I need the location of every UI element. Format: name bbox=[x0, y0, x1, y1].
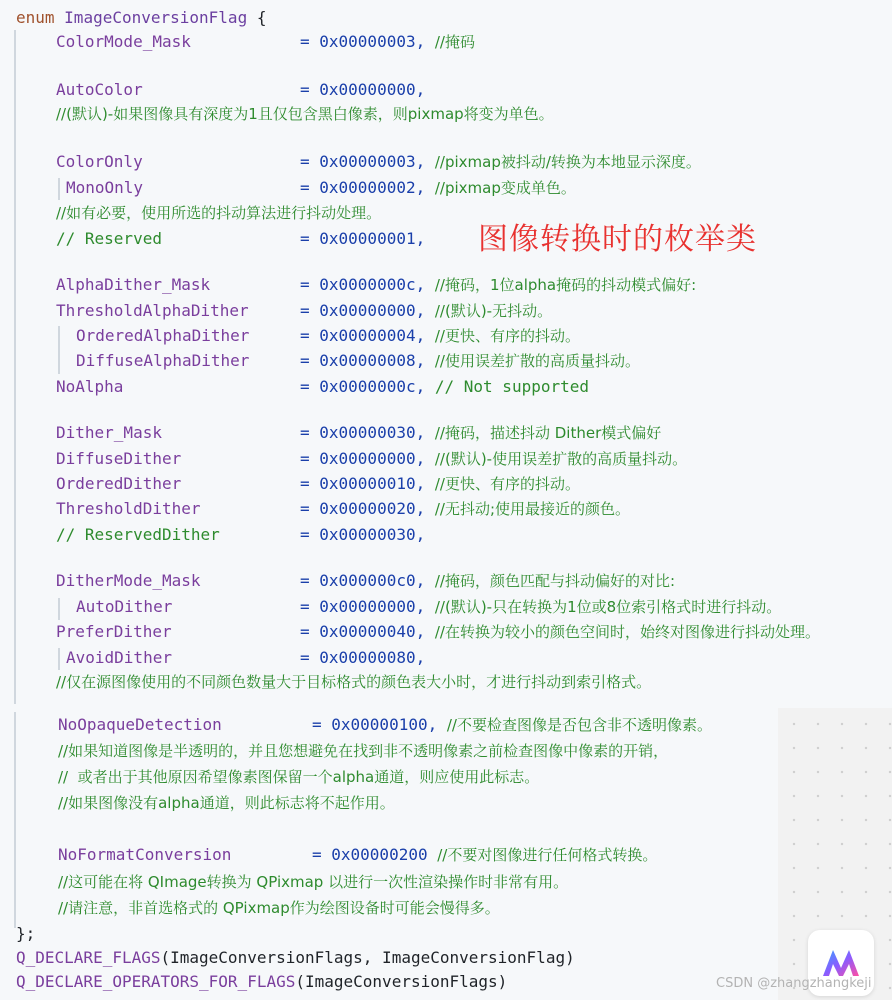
enum-keyword: enum bbox=[16, 8, 55, 27]
comment: //请注意，非首选格式的 QPixmap作为绘图设备时可能会慢得多。 bbox=[58, 899, 500, 917]
code-line-value bbox=[300, 375, 589, 399]
member-value: = 0x00000040, bbox=[300, 622, 426, 641]
code-line bbox=[76, 324, 249, 348]
comment: //不要对图像进行任何格式转换。 bbox=[437, 846, 658, 864]
member-name: AlphaDither_Mask bbox=[56, 275, 211, 294]
macro-line bbox=[16, 970, 507, 994]
code-line-value bbox=[300, 620, 820, 644]
comment: //(默认)-只在转换为1位或8位索引格式时进行抖动。 bbox=[434, 598, 782, 616]
macro-line bbox=[16, 946, 575, 970]
code-line-value bbox=[300, 78, 425, 102]
member-value: = 0x00000001, bbox=[300, 229, 426, 248]
comment-line bbox=[58, 765, 539, 789]
member-name: DitherMode_Mask bbox=[56, 571, 201, 590]
code-line-value bbox=[300, 421, 661, 445]
comment: //掩码，描述抖动 Dither模式偏好 bbox=[434, 424, 662, 442]
member-value: = 0x00000000, bbox=[300, 80, 426, 99]
comment: //(默认)-使用误差扩散的高质量抖动。 bbox=[434, 450, 688, 468]
code-line bbox=[76, 595, 172, 619]
member-value: = 0x000000c0, bbox=[300, 571, 426, 590]
code-line-value bbox=[300, 349, 640, 373]
comment-line bbox=[56, 102, 554, 126]
code-line bbox=[56, 472, 181, 496]
member-value: = 0x00000200 bbox=[312, 845, 428, 864]
open-brace: { bbox=[247, 8, 267, 27]
watermark: CSDN @zhangzhangkeji bbox=[716, 976, 872, 991]
code-line bbox=[66, 646, 172, 670]
code-line-value bbox=[300, 273, 696, 297]
comment: //掩码，颜色匹配与抖动偏好的对比: bbox=[434, 572, 676, 590]
member-value: = 0x00000000, bbox=[300, 301, 426, 320]
member-value: = 0x00000008, bbox=[300, 351, 426, 370]
member-value: = 0x00000030, bbox=[300, 423, 426, 442]
code-line bbox=[56, 30, 191, 54]
code-line bbox=[56, 78, 143, 102]
comment: // Not supported bbox=[434, 377, 589, 396]
member-value: = 0x00000004, bbox=[300, 326, 426, 345]
enum-declaration bbox=[16, 6, 266, 30]
comment: //更快、有序的抖动。 bbox=[434, 327, 580, 345]
comment: //掩码，1位alpha掩码的抖动模式偏好: bbox=[434, 276, 697, 294]
member-value: = 0x00000003, bbox=[300, 32, 426, 51]
macro-name: Q_DECLARE_FLAGS bbox=[16, 948, 161, 967]
code-line-value bbox=[300, 497, 630, 521]
comment: // ReservedDither bbox=[56, 525, 220, 544]
indent-guide bbox=[14, 30, 16, 704]
member-name: PreferDither bbox=[56, 622, 172, 641]
comment: //这可能在将 QImage转换为 QPixmap 以进行一次性渲染操作时非常有用。 bbox=[58, 873, 569, 891]
member-name: DiffuseAlphaDither bbox=[76, 351, 250, 370]
member-name: NoAlpha bbox=[56, 377, 124, 396]
code-line bbox=[56, 620, 172, 644]
code-line-value bbox=[300, 447, 687, 471]
code-line-value bbox=[300, 227, 425, 251]
comment: //无抖动;使用最接近的颜色。 bbox=[434, 500, 631, 518]
indent-guide-lower bbox=[14, 712, 16, 928]
comment: //如果知道图像是半透明的，并且您想避免在找到非不透明像素之前检查图像中像素的开销， bbox=[58, 742, 669, 760]
code-line bbox=[56, 150, 143, 174]
code-line-value bbox=[300, 299, 552, 323]
comment-line bbox=[56, 523, 220, 547]
member-name: MonoOnly bbox=[66, 178, 144, 197]
member-name: ColorOnly bbox=[56, 152, 143, 171]
macro-args: (ImageConversionFlags, ImageConversionFlag) bbox=[160, 948, 575, 967]
code-line bbox=[58, 843, 231, 867]
comment: // 或者出于其他原因希望像素图保留一个alpha通道，则应使用此标志。 bbox=[58, 768, 540, 786]
code-line-value bbox=[300, 569, 675, 593]
comment-line bbox=[56, 201, 381, 225]
code-line-value bbox=[300, 472, 580, 496]
member-value: = 0x0000000c, bbox=[300, 275, 426, 294]
comment: //(默认)-无抖动。 bbox=[434, 302, 553, 320]
member-value: = 0x00000000, bbox=[300, 597, 426, 616]
code-line-value bbox=[300, 30, 475, 54]
sub-indent-guide bbox=[58, 648, 60, 670]
member-value: = 0x00000080, bbox=[300, 648, 426, 667]
comment: //不要检查图像是否包含非不透明像素。 bbox=[446, 716, 712, 734]
member-value: = 0x00000030, bbox=[300, 525, 426, 544]
comment: //使用误差扩散的高质量抖动。 bbox=[434, 352, 640, 370]
comment: //如有必要，使用所选的抖动算法进行抖动处理。 bbox=[56, 204, 382, 222]
code-line bbox=[56, 497, 201, 521]
code-line bbox=[56, 447, 181, 471]
logo-mark-icon bbox=[821, 948, 861, 978]
code-line bbox=[66, 176, 143, 200]
enum-name: ImageConversionFlag bbox=[64, 8, 248, 27]
member-value: = 0x00000002, bbox=[300, 178, 426, 197]
code-line bbox=[56, 299, 249, 323]
comment: //掩码 bbox=[434, 33, 475, 51]
sub-indent-guide bbox=[58, 598, 60, 620]
code-line-value bbox=[300, 324, 580, 348]
comment: //仅在源图像使用的不同颜色数量大于目标格式的颜色表大小时，才进行抖动到索引格式。 bbox=[56, 673, 652, 691]
code-line-value bbox=[300, 646, 425, 670]
member-value: = 0x00000010, bbox=[300, 474, 426, 493]
code-line bbox=[76, 349, 249, 373]
member-value: = 0x00000100, bbox=[312, 715, 438, 734]
comment: //pixmap变成单色。 bbox=[434, 179, 576, 197]
comment: //更快、有序的抖动。 bbox=[434, 475, 580, 493]
comment: //如果图像没有alpha通道，则此标志将不起作用。 bbox=[58, 794, 395, 812]
member-name: ColorMode_Mask bbox=[56, 32, 191, 51]
code-line-value bbox=[312, 843, 657, 867]
code-line bbox=[56, 273, 210, 297]
macro-args: (ImageConversionFlags) bbox=[295, 972, 508, 991]
code-line-value bbox=[312, 713, 712, 737]
code-line-value bbox=[300, 150, 701, 174]
comment-line bbox=[58, 896, 500, 920]
sub-indent-guide bbox=[58, 326, 60, 374]
sub-indent-guide bbox=[58, 178, 60, 200]
member-value: = 0x00000000, bbox=[300, 449, 426, 468]
member-name: NoFormatConversion bbox=[58, 845, 232, 864]
member-value: = 0x0000000c, bbox=[300, 377, 426, 396]
macro-name: Q_DECLARE_OPERATORS_FOR_FLAGS bbox=[16, 972, 296, 991]
code-line-value bbox=[300, 176, 576, 200]
code-line bbox=[56, 375, 123, 399]
member-name: DiffuseDither bbox=[56, 449, 182, 468]
code-line bbox=[56, 421, 162, 445]
member-name: Dither_Mask bbox=[56, 423, 162, 442]
member-name: NoOpaqueDetection bbox=[58, 715, 222, 734]
code-line-value bbox=[300, 595, 781, 619]
comment: //在转换为较小的颜色空间时，始终对图像进行抖动处理。 bbox=[434, 623, 820, 641]
comment: //pixmap被抖动/转换为本地显示深度。 bbox=[434, 153, 701, 171]
member-name: OrderedAlphaDither bbox=[76, 326, 250, 345]
comment: //(默认)-如果图像具有深度为1且仅包含黑白像素，则pixmap将变为单色。 bbox=[56, 105, 554, 123]
member-name: OrderedDither bbox=[56, 474, 182, 493]
code-line-value bbox=[300, 523, 425, 547]
member-name: ThresholdAlphaDither bbox=[56, 301, 249, 320]
comment: // Reserved bbox=[56, 229, 162, 248]
member-value: = 0x00000020, bbox=[300, 499, 426, 518]
comment-line bbox=[56, 227, 162, 251]
annotation-label: 图像转换时的枚举类 bbox=[478, 222, 757, 257]
member-name: AvoidDither bbox=[66, 648, 172, 667]
member-name: ThresholdDither bbox=[56, 499, 201, 518]
code-line bbox=[58, 713, 222, 737]
member-value: = 0x00000003, bbox=[300, 152, 426, 171]
closing-brace: }; bbox=[16, 924, 36, 943]
comment-line bbox=[58, 739, 668, 763]
comment-line bbox=[56, 670, 651, 694]
comment-line bbox=[58, 791, 395, 815]
member-name: AutoDither bbox=[76, 597, 173, 616]
code-line bbox=[56, 569, 201, 593]
member-name: AutoColor bbox=[56, 80, 143, 99]
comment-line bbox=[58, 870, 568, 894]
